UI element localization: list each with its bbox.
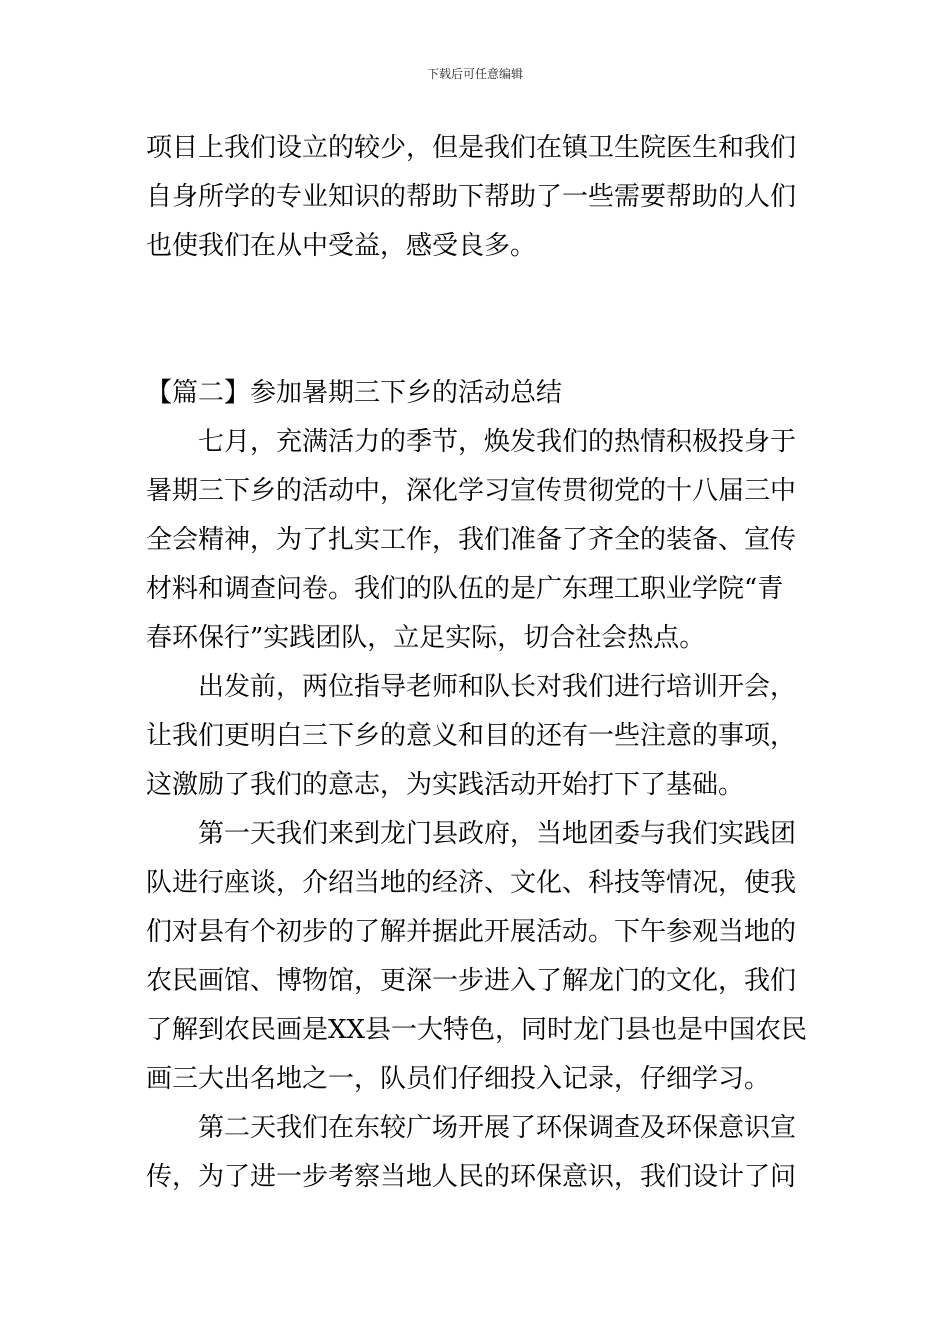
paragraph-line: 全会精神，为了扎实工作，我们准备了齐全的装备、宣传 [146, 525, 797, 555]
paragraph-line: 队进行座谈，介绍当地的经济、文化、科技等情况，使我 [146, 868, 797, 898]
paragraph-line: 让我们更明白三下乡的意义和目的还有一些注意的事项， [146, 721, 797, 751]
paragraph-line: 第二天我们在东较广场开展了环保调查及环保意识宣 [198, 1113, 797, 1143]
paragraph-line: 了解到农民画是XX县一大特色，同时龙门县也是中国农民 [146, 1015, 808, 1045]
paragraph-line: 暑期三下乡的活动中，深化学习宣传贯彻党的十八届三中 [146, 476, 797, 506]
intro-line: 项目上我们设立的较少，但是我们在镇卫生院医生和我们 [146, 133, 797, 163]
paragraph-line: 七月，充满活力的季节，焕发我们的热情积极投身于 [198, 427, 797, 457]
document-body [146, 124, 806, 1202]
paragraph-4 [146, 1104, 806, 1202]
intro-paragraph [146, 124, 806, 271]
paragraph-1 [146, 418, 806, 663]
paragraph-line: 这激励了我们的意志，为实践活动开始打下了基础。 [146, 770, 745, 800]
intro-line: 自身所学的专业知识的帮助下帮助了一些需要帮助的人们 [146, 182, 797, 212]
paragraph-line: 出发前，两位指导老师和队长对我们进行培训开会， [198, 672, 797, 702]
paragraph-line: 第一天我们来到龙门县政府，当地团委与我们实践团 [198, 819, 797, 849]
paragraph-2 [146, 663, 806, 810]
paragraph-line: 画三大出名地之一，队员们仔细投入记录，仔细学习。 [146, 1064, 771, 1094]
section-title: 【篇二】参加暑期三下乡的活动总结 [146, 378, 563, 408]
paragraph-3 [146, 810, 806, 1104]
paragraph-line: 春环保行”实践团队，立足实际，切合社会热点。 [146, 623, 706, 653]
paragraph-line: 材料和调查问卷。我们的队伍的是广东理工职业学院“青 [146, 574, 784, 604]
paragraph-line: 传，为了进一步考察当地人民的环保意识，我们设计了问 [146, 1162, 797, 1192]
paragraph-line: 农民画馆、博物馆，更深一步进入了解龙门的文化，我们 [146, 966, 797, 996]
header-note: 下载后可任意编辑 [426, 67, 523, 81]
paragraph-line: 们对县有个初步的了解并据此开展活动。下午参观当地的 [146, 917, 797, 947]
intro-line: 也使我们在从中受益，感受良多。 [146, 231, 537, 261]
